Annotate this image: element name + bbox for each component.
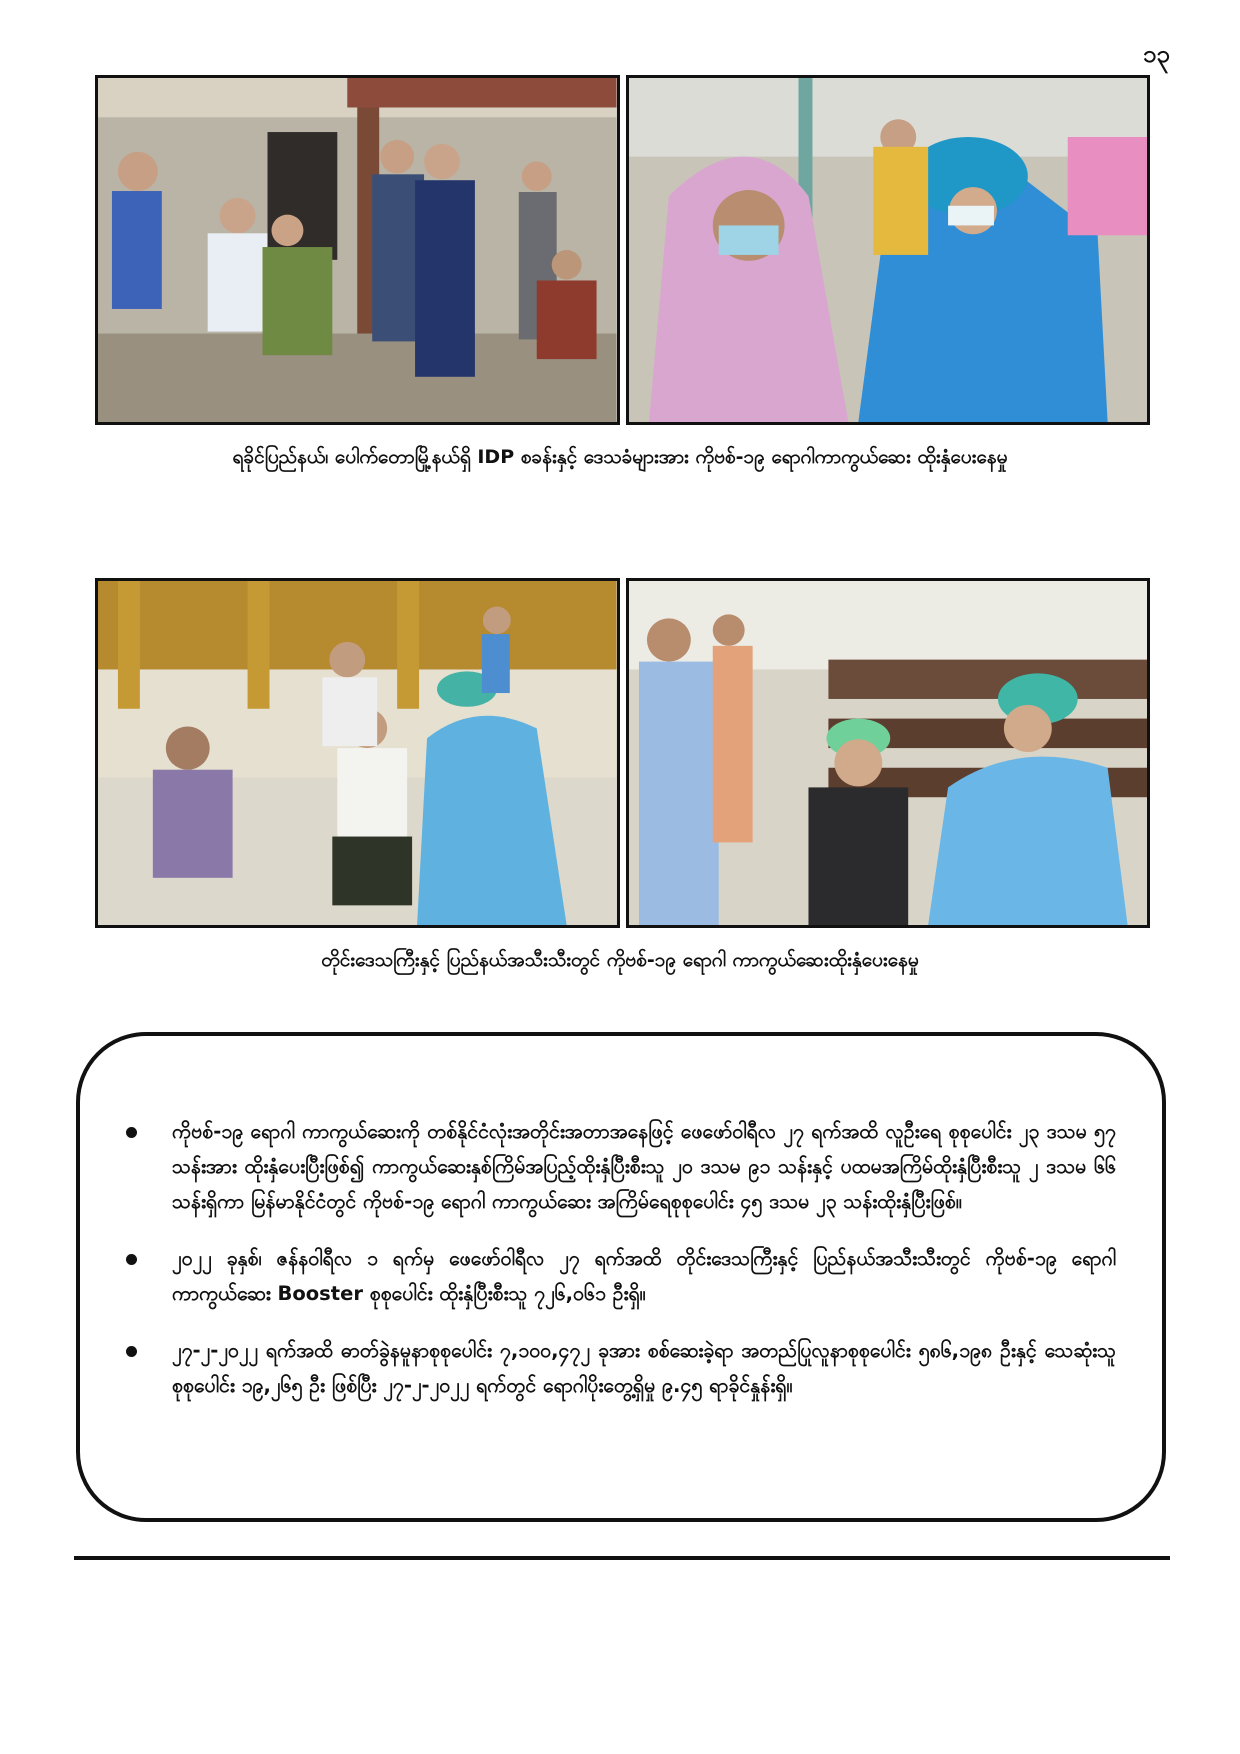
bullet-text: ကိုဗစ်-၁၉ ရောဂါ ကာကွယ်ဆေးကို တစ်နိုင်ငံလုံးအတိုင်းအတာအနေဖြင့် ဖေဖော်ဝါရီလ ၂၇ ရက်အထိ လူဦးရေ စုစုပေါင်း ၂၃ ဒသမ ၅၇ သန်းအား ထိုးနှံပေးပြီးဖြစ်၍ ကာကွယ်ဆေးနှစ်ကြိမ်အပြည့်ထိုးနှံပြီးစီးသူ ၂၀ ဒသမ ၉၁ သန်းနှင့် ပထမအကြိမ်ထိုးနှံပြီးစီးသူ ၂ ဒသမ ၆၆ သန်းရှိကာ မြန်မာနိုင်ငံတွင် ကိုဗစ်-၁၉ ရောဂါ ကာကွယ်ဆေး အကြိမ်ရေစုစုပေါင်း ၄၅ ဒသမ ၂၃ သန်းထိုးနှံပြီးဖြစ်။: [172, 1120, 1116, 1213]
bullet-icon: [126, 1254, 137, 1265]
photo-caption-top: ရခိုင်ပြည်နယ်၊ ပေါက်တောမြို့နယ်ရှိ IDP စခန်းနှင့် ဒေသခံများအား ကိုဗစ်-၁၉ ရောဂါကာကွယ်ဆေး ထိုးနှံပေးနေမှု: [232, 446, 1008, 468]
bullet-text: ၂၇-၂-၂၀၂၂ ရက်အထိ ဓာတ်ခွဲနမူနာစုစုပေါင်း ၇,၁၀၀,၄၇၂ ခုအား စစ်ဆေးခဲ့ရာ အတည်ပြုလူနာစုစုပေါင်း ၅၈၆,၁၉၈ ဦးနှင့် သေဆုံးသူစုစုပေါင်း ၁၉,၂၆၅ ဦး ဖြစ်ပြီး ၂၇-၂-၂၀၂၂ ရက်တွင် ရောဂါပိုးတွေ့ရှိမှု ၉.၄၅ ရာခိုင်နှုန်းရှိ။: [172, 1339, 1116, 1397]
photo-caption-bottom: တိုင်းဒေသကြီးနှင့် ပြည်နယ်အသီးသီးတွင် ကိုဗစ်-၁၉ ရောဂါ ကာကွယ်ဆေးထိုးနှံပေးနေမှု: [321, 949, 919, 971]
bullet-text: ၂၀၂၂ ခုနှစ်၊ ဇန်နဝါရီလ ၁ ရက်မှ ဖေဖော်ဝါရီလ ၂၇ ရက်အထိ တိုင်းဒေသကြီးနှင့် ပြည်နယ်အသီးသီးတွင် ကိုဗစ်-၁၉ ရောဂါ ကာကွယ်ဆေး Booster စုစုပေါင်း ထိုးနှံပြီးစီးသူ ၇၂၆,၀၆၁ ဦးရှိ။: [172, 1247, 1116, 1305]
photo-monastery-hall-vaccination: [95, 578, 620, 928]
photo-idp-camp-vaccination: [95, 75, 620, 425]
bullet-icon: [126, 1346, 137, 1357]
covid-statistics-box: [76, 1032, 1166, 1522]
page-number: ၁၃: [1143, 40, 1170, 68]
photo-church-hall-vaccination: [626, 578, 1151, 928]
photo-row-bottom: [95, 578, 1150, 928]
list-item: [120, 1333, 1116, 1403]
bullet-icon: [126, 1127, 137, 1138]
statistics-bullet-list: [120, 1114, 1116, 1403]
list-item: [120, 1114, 1116, 1219]
photo-row-top: [95, 75, 1150, 425]
photo-woman-hijab-vaccination: [626, 75, 1151, 425]
list-item: [120, 1241, 1116, 1311]
bottom-divider: [74, 1556, 1170, 1560]
